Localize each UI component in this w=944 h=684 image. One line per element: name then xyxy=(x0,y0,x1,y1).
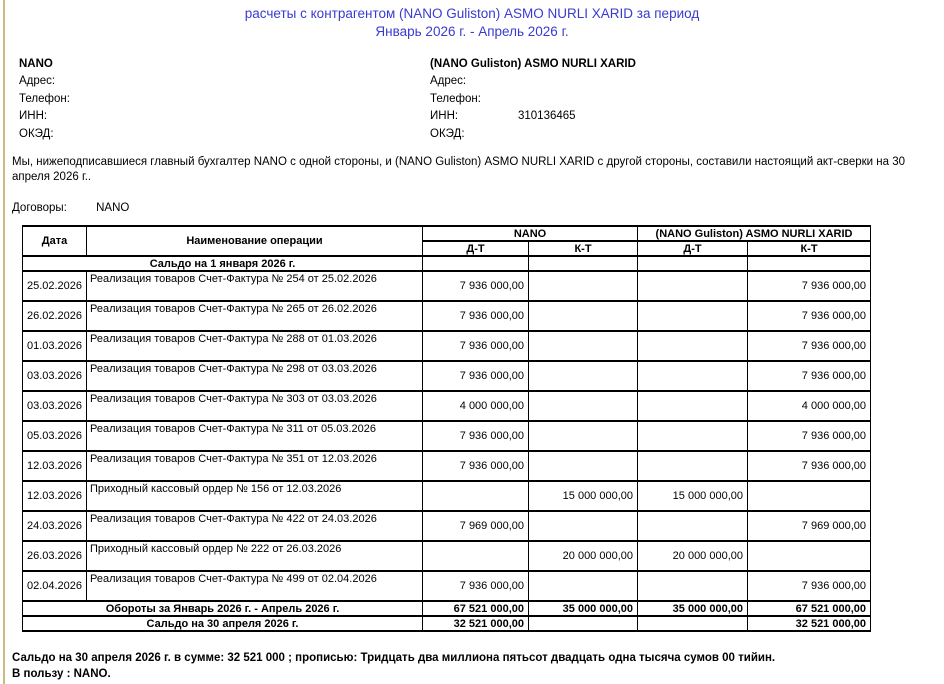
row-operation-cell: Реализация товаров Счет-Фактура № 351 от 12.03.2026 xyxy=(87,451,423,481)
row-date-cell: 25.02.2026 xyxy=(23,271,87,301)
row-counterparty-credit-cell: 7 936 000,00 xyxy=(748,301,871,331)
row-nano-debit-cell: 4 000 000,00 xyxy=(423,391,529,421)
header-date: Дата xyxy=(23,226,87,256)
row-counterparty-debit-cell xyxy=(638,511,748,541)
party-left-address-row xyxy=(19,73,439,91)
row-nano-credit-cell xyxy=(529,571,638,601)
table-header xyxy=(23,226,871,256)
turnover-cp-dt: 35 000 000,00 xyxy=(638,601,748,616)
row-operation-cell: Реализация товаров Счет-Фактура № 298 от 03.03.2026 xyxy=(87,361,423,391)
row-nano-debit-cell: 7 936 000,00 xyxy=(423,571,529,601)
header-operation: Наименование операции xyxy=(87,226,423,256)
row-counterparty-credit-cell: 7 936 000,00 xyxy=(748,421,871,451)
row-counterparty-credit-cell xyxy=(748,481,871,511)
contracts-label: Договоры: xyxy=(12,202,67,214)
row-nano-credit-cell xyxy=(529,301,638,331)
table-row xyxy=(23,571,871,601)
row-nano-debit-cell: 7 936 000,00 xyxy=(423,421,529,451)
table-row xyxy=(23,451,871,481)
reconciliation-table xyxy=(22,225,871,632)
row-nano-debit-cell: 7 936 000,00 xyxy=(423,301,529,331)
turnover-nano-kt: 35 000 000,00 xyxy=(529,601,638,616)
row-counterparty-credit-cell: 7 936 000,00 xyxy=(748,331,871,361)
row-counterparty-credit-cell: 7 936 000,00 xyxy=(748,361,871,391)
row-counterparty-credit-cell: 7 969 000,00 xyxy=(748,511,871,541)
table-row xyxy=(23,421,871,451)
table-body xyxy=(23,256,871,631)
row-nano-credit-cell: 20 000 000,00 xyxy=(529,541,638,571)
row-counterparty-debit-cell xyxy=(638,271,748,301)
row-counterparty-credit-cell: 7 936 000,00 xyxy=(748,571,871,601)
row-counterparty-debit-cell xyxy=(638,361,748,391)
party-right-phone-row xyxy=(430,91,850,109)
closing-balance-nano-dt: 32 521 000,00 xyxy=(423,616,529,631)
contracts-value: NANO xyxy=(96,202,130,214)
row-nano-credit-cell xyxy=(529,271,638,301)
header-right-party: (NANO Guliston) ASMO NURLI XARID xyxy=(638,226,871,241)
table-row xyxy=(23,511,871,541)
row-date-cell: 26.03.2026 xyxy=(23,541,87,571)
row-counterparty-debit-cell xyxy=(638,391,748,421)
header-credit: К-Т xyxy=(529,241,638,256)
closing-balance-row xyxy=(23,616,871,631)
row-counterparty-debit-cell: 15 000 000,00 xyxy=(638,481,748,511)
turnover-cp-kt: 67 521 000,00 xyxy=(748,601,871,616)
report-title-line2: Январь 2026 г. - Апрель 2026 г. xyxy=(375,24,569,39)
table-row xyxy=(23,271,871,301)
closing-balance-cp-dt xyxy=(638,616,748,631)
opening-balance-nano-kt xyxy=(529,256,638,271)
row-counterparty-debit-cell xyxy=(638,421,748,451)
oked-label: ОКЭД: xyxy=(430,127,465,140)
row-nano-debit-cell: 7 936 000,00 xyxy=(423,331,529,361)
address-label: Адрес: xyxy=(19,75,56,87)
footer-balance-in-words: Сальдо на 30 апреля 2026 г. в сумме: 32 521 000 ; прописью: Тридцать два миллиона пятьсот двадцать одна тысяча сумов 00 тийин. xyxy=(12,652,776,664)
row-nano-credit-cell xyxy=(529,451,638,481)
phone-label: Телефон: xyxy=(19,92,70,105)
row-nano-debit-cell: 7 936 000,00 xyxy=(423,271,529,301)
table-row xyxy=(23,481,871,511)
row-operation-cell: Реализация товаров Счет-Фактура № 499 от 02.04.2026 xyxy=(87,571,423,601)
party-left-oked-row xyxy=(19,126,439,144)
report-title xyxy=(0,5,944,41)
row-operation-cell: Реализация товаров Счет-Фактура № 265 от 26.02.2026 xyxy=(87,301,423,331)
row-nano-debit-cell: 7 969 000,00 xyxy=(423,511,529,541)
inn-label: ИНН: xyxy=(19,110,48,123)
row-nano-debit-cell: 7 936 000,00 xyxy=(423,361,529,391)
closing-balance-cp-kt: 32 521 000,00 xyxy=(748,616,871,631)
header-debit: Д-Т xyxy=(423,241,529,256)
closing-balance-label: Сальдо на 30 апреля 2026 г. xyxy=(23,616,423,631)
party-right-oked-row xyxy=(430,126,850,144)
row-counterparty-debit-cell: 20 000 000,00 xyxy=(638,541,748,571)
row-date-cell: 12.03.2026 xyxy=(23,451,87,481)
row-operation-cell: Реализация товаров Счет-Фактура № 303 от 03.03.2026 xyxy=(87,391,423,421)
report-title-line1: расчеты с контрагентом (NANO Guliston) ASMO NURLI XARID за период xyxy=(244,6,700,21)
footer-in-favor-of: В пользу : NANO. xyxy=(12,667,111,680)
address-label: Адрес: xyxy=(430,75,467,87)
table-row xyxy=(23,541,871,571)
turnover-nano-dt: 67 521 000,00 xyxy=(423,601,529,616)
row-counterparty-debit-cell xyxy=(638,571,748,601)
header-debit: Д-Т xyxy=(638,241,748,256)
opening-balance-cp-kt xyxy=(748,256,871,271)
row-operation-cell: Реализация товаров Счет-Фактура № 422 от 24.03.2026 xyxy=(87,511,423,541)
header-credit: К-Т xyxy=(748,241,871,256)
row-date-cell: 03.03.2026 xyxy=(23,361,87,391)
row-nano-debit-cell xyxy=(423,481,529,511)
row-counterparty-debit-cell xyxy=(638,331,748,361)
row-nano-credit-cell xyxy=(529,361,638,391)
table-row xyxy=(23,331,871,361)
row-counterparty-credit-cell xyxy=(748,541,871,571)
turnover-label: Обороты за Январь 2026 г. - Апрель 2026 г. xyxy=(23,601,423,616)
row-operation-cell: Реализация товаров Счет-Фактура № 311 от 05.03.2026 xyxy=(87,421,423,451)
row-date-cell: 02.04.2026 xyxy=(23,571,87,601)
row-date-cell: 03.03.2026 xyxy=(23,391,87,421)
parties-info xyxy=(0,56,944,144)
party-right-name: (NANO Guliston) ASMO NURLI XARID xyxy=(430,58,636,70)
opening-balance-label: Сальдо на 1 января 2026 г. xyxy=(23,256,423,271)
row-date-cell: 24.03.2026 xyxy=(23,511,87,541)
table-row xyxy=(23,301,871,331)
party-right-inn-row xyxy=(430,108,850,126)
row-date-cell: 01.03.2026 xyxy=(23,331,87,361)
row-counterparty-debit-cell xyxy=(638,451,748,481)
row-date-cell: 05.03.2026 xyxy=(23,421,87,451)
row-counterparty-credit-cell: 7 936 000,00 xyxy=(748,271,871,301)
oked-label: ОКЭД: xyxy=(19,127,54,140)
act-preamble-text: Мы, нижеподписавшиеся главный бухгалтер NANO с одной стороны, и (NANO Guliston) ASMO NURLI XARID с другой стороны, составили настоящий акт-сверки на 30 апреля 2026 г.. xyxy=(12,156,906,183)
inn-label: ИНН: xyxy=(430,110,459,123)
row-operation-cell: Приходный кассовый ордер № 222 от 26.03.2026 xyxy=(87,541,423,571)
closing-balance-nano-kt xyxy=(529,616,638,631)
header-left-party: NANO xyxy=(423,226,638,241)
row-counterparty-credit-cell: 4 000 000,00 xyxy=(748,391,871,421)
party-left-name: NANO xyxy=(19,58,53,70)
row-counterparty-debit-cell xyxy=(638,301,748,331)
row-nano-debit-cell: 7 936 000,00 xyxy=(423,451,529,481)
row-nano-credit-cell xyxy=(529,421,638,451)
report-footer xyxy=(12,651,926,682)
row-counterparty-credit-cell: 7 936 000,00 xyxy=(748,451,871,481)
party-right-address-row xyxy=(430,73,850,91)
phone-label: Телефон: xyxy=(430,92,481,105)
row-operation-cell: Приходный кассовый ордер № 156 от 12.03.2026 xyxy=(87,481,423,511)
party-left-phone-row xyxy=(19,91,439,109)
contracts-row xyxy=(12,202,944,214)
opening-balance-row xyxy=(23,256,871,271)
row-nano-debit-cell xyxy=(423,541,529,571)
row-nano-credit-cell xyxy=(529,391,638,421)
turnover-row xyxy=(23,601,871,616)
party-right-block xyxy=(430,56,850,143)
party-left-block xyxy=(19,56,439,143)
row-nano-credit-cell: 15 000 000,00 xyxy=(529,481,638,511)
opening-balance-nano-dt xyxy=(423,256,529,271)
row-nano-credit-cell xyxy=(529,511,638,541)
opening-balance-cp-dt xyxy=(638,256,748,271)
inn-value: 310136465 xyxy=(518,110,576,123)
table-row xyxy=(23,391,871,421)
row-date-cell: 12.03.2026 xyxy=(23,481,87,511)
row-nano-credit-cell xyxy=(529,331,638,361)
row-date-cell: 26.02.2026 xyxy=(23,301,87,331)
row-operation-cell: Реализация товаров Счет-Фактура № 288 от 01.03.2026 xyxy=(87,331,423,361)
row-operation-cell: Реализация товаров Счет-Фактура № 254 от 25.02.2026 xyxy=(87,271,423,301)
table-row xyxy=(23,361,871,391)
party-left-inn-row xyxy=(19,108,439,126)
